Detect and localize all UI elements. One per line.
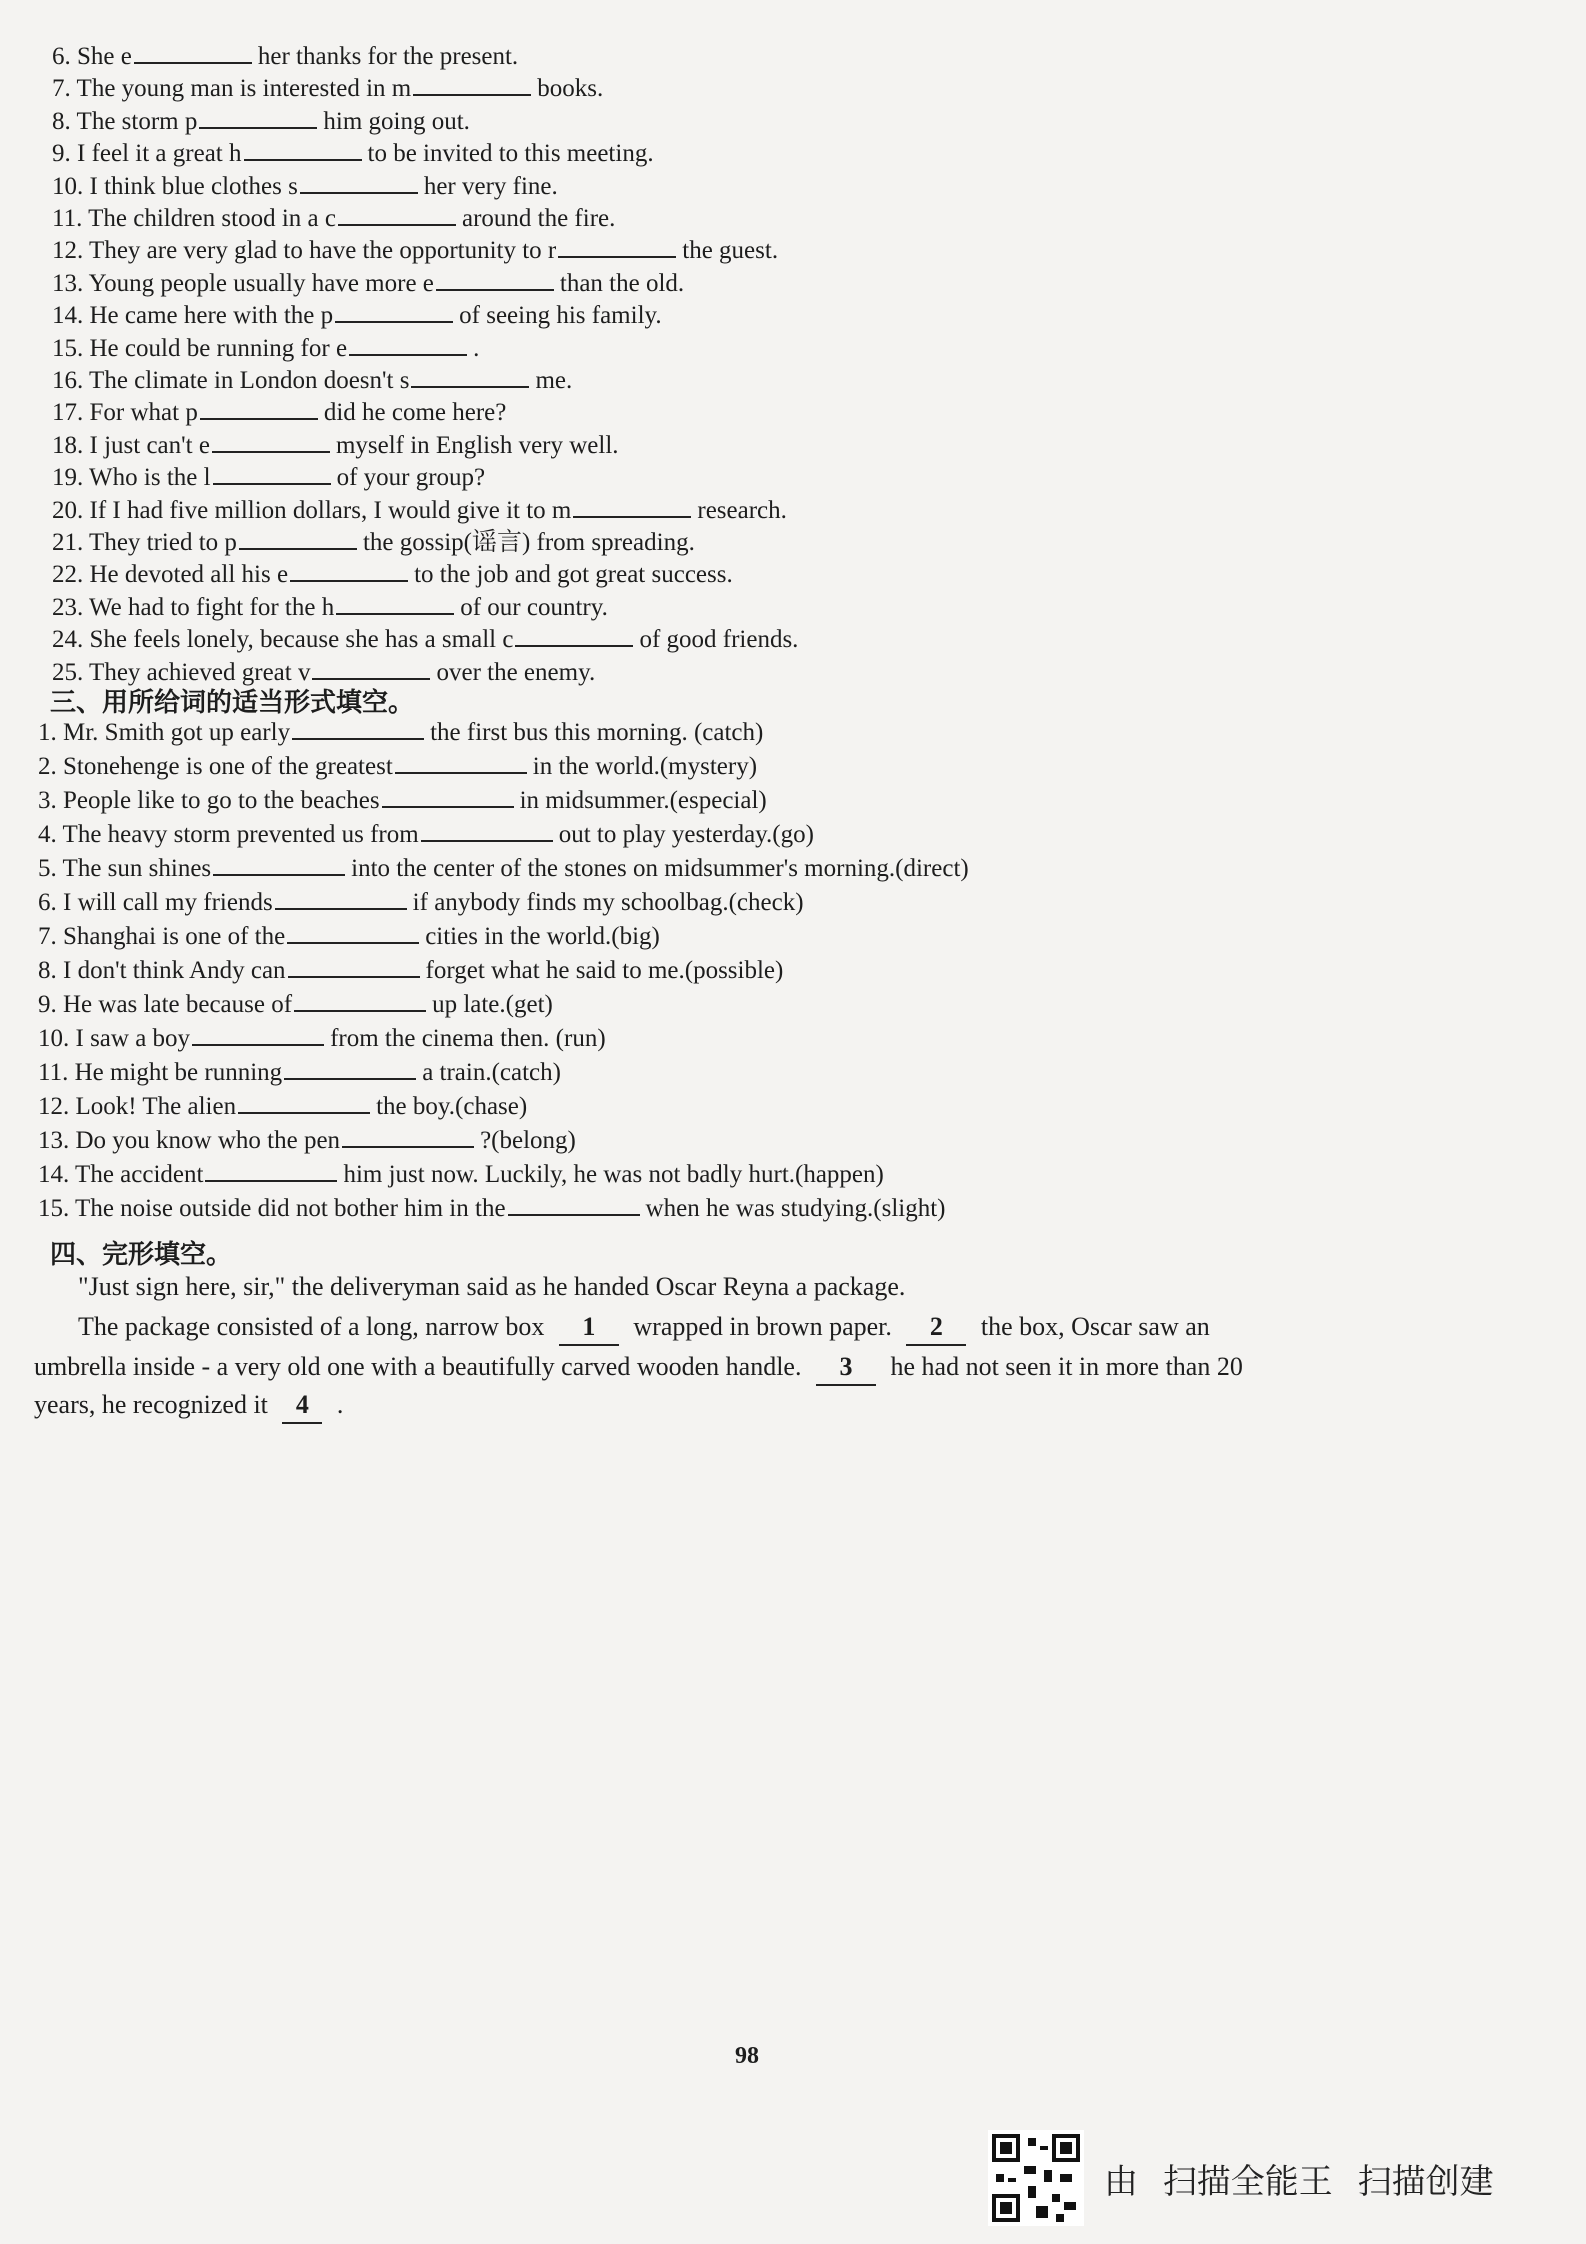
- question-text: 22. He devoted all his e: [52, 561, 289, 589]
- question-line: [52, 234, 778, 268]
- question-line: [52, 202, 615, 236]
- footer-app-name: 扫描全能王: [1162, 2161, 1333, 2202]
- question-line: [38, 784, 767, 818]
- question-line: [52, 396, 506, 430]
- question-text: of your group?: [336, 464, 486, 492]
- question-text: the first bus this morning. (catch): [430, 719, 764, 746]
- section-4-title: 四、完形填空。: [50, 1240, 233, 1270]
- cloze-text: The package consisted of a long, narrow box: [78, 1312, 545, 1341]
- question-text: 10. I think blue clothes s: [52, 172, 298, 200]
- question-text: 16. The climate in London doesn't s: [52, 367, 410, 394]
- answer-blank[interactable]: [312, 656, 430, 680]
- question-line: [52, 461, 485, 495]
- answer-blank[interactable]: [288, 954, 420, 978]
- question-line: [38, 954, 783, 988]
- answer-blank[interactable]: [290, 558, 408, 582]
- question-text: the boy.(chase): [376, 1093, 528, 1120]
- question-text: 8. The storm p: [52, 107, 198, 135]
- question-text: than the old.: [559, 269, 685, 297]
- answer-blank[interactable]: [200, 396, 318, 420]
- question-text: 3. People like to go to the beaches: [38, 787, 380, 814]
- question-text: 6. I will call my friends: [38, 889, 273, 916]
- answer-blank[interactable]: [287, 920, 419, 944]
- cloze-text: .: [336, 1390, 344, 1419]
- answer-blank[interactable]: [275, 886, 407, 910]
- question-line: [38, 988, 553, 1022]
- question-text: 17. For what p: [52, 399, 198, 427]
- qr-code-icon: [988, 2130, 1084, 2226]
- cloze-text: wrapped in brown paper.: [633, 1312, 892, 1341]
- page-number: 98: [735, 2043, 759, 2069]
- answer-blank[interactable]: [192, 1022, 324, 1046]
- cloze-paragraph-2-line-3: [34, 1388, 343, 1424]
- question-text: 5. The sun shines: [38, 855, 212, 882]
- question-text: him just now. Luckily, he was not badly hurt.(happen): [343, 1161, 884, 1188]
- footer-by: 由: [1104, 2161, 1138, 2202]
- question-line: [38, 920, 660, 954]
- question-line: [52, 364, 572, 398]
- question-line: [52, 332, 479, 366]
- question-text: 12. They are very glad to have the opportunity to r: [52, 237, 557, 265]
- question-line: [38, 1090, 527, 1124]
- question-text: out to play yesterday.(go): [558, 821, 814, 848]
- question-line: [38, 1158, 884, 1192]
- answer-blank[interactable]: [213, 852, 345, 876]
- cloze-paragraph-2-line-1: [78, 1310, 1210, 1346]
- question-text: 9. I feel it a great h: [52, 140, 242, 168]
- question-line: [52, 170, 558, 204]
- cloze-text: umbrella inside - a very old one with a beautifully carved wooden handle.: [34, 1352, 802, 1381]
- question-text: 8. I don't think Andy can: [38, 957, 286, 984]
- cloze-text: he had not seen it in more than 20: [890, 1352, 1243, 1381]
- scanner-watermark: [988, 2128, 1548, 2228]
- cloze-paragraph-1: [78, 1270, 905, 1304]
- answer-blank[interactable]: [413, 72, 531, 96]
- question-text: forget what he said to me.(possible): [425, 957, 784, 984]
- answer-blank[interactable]: [349, 332, 467, 356]
- question-line: [38, 1022, 606, 1056]
- question-text: the gossip(谣言) from spreading.: [362, 529, 695, 556]
- question-line: [38, 818, 814, 852]
- question-text: 15. The noise outside did not bother him in the: [38, 1195, 506, 1222]
- question-text: into the center of the stones on midsummer's morning.(direct): [351, 855, 969, 882]
- question-text: when he was studying.(slight): [645, 1195, 946, 1222]
- question-text: 25. They achieved great v: [52, 658, 311, 686]
- answer-blank[interactable]: [239, 526, 357, 550]
- question-text: 19. Who is the l: [52, 464, 211, 492]
- question-text: him going out.: [323, 107, 470, 135]
- question-line: [38, 886, 804, 920]
- question-line: [52, 72, 603, 106]
- question-line: [52, 267, 684, 301]
- cloze-text: the box, Oscar saw an: [980, 1312, 1210, 1341]
- answer-blank[interactable]: [342, 1124, 474, 1148]
- answer-blank[interactable]: [436, 267, 554, 291]
- answer-blank[interactable]: [508, 1192, 640, 1216]
- cloze-blank-2[interactable]: 2: [906, 1310, 966, 1346]
- question-text: her thanks for the present.: [257, 43, 519, 70]
- question-line: [52, 623, 798, 657]
- question-text: to be invited to this meeting.: [367, 140, 654, 168]
- question-line: [52, 494, 787, 528]
- question-text: in the world.(mystery): [532, 753, 758, 780]
- question-text: 13. Young people usually have more e: [52, 269, 434, 297]
- question-line: [52, 137, 654, 171]
- cloze-paragraph-2-line-2: [34, 1350, 1243, 1386]
- cloze-text: "Just sign here, sir," the deliveryman said as he handed Oscar Reyna a package.: [78, 1272, 906, 1301]
- question-text: 6. She e: [52, 43, 132, 70]
- question-text: 11. He might be running: [38, 1059, 283, 1086]
- question-line: [38, 1124, 576, 1158]
- question-text: from the cinema then. (run): [330, 1025, 606, 1052]
- question-text: a train.(catch): [422, 1059, 561, 1086]
- question-line: [52, 526, 695, 560]
- cloze-blank-3[interactable]: 3: [816, 1350, 876, 1386]
- question-text: up late.(get): [432, 991, 553, 1018]
- question-text: of seeing his family.: [459, 302, 662, 330]
- answer-blank[interactable]: [515, 623, 633, 647]
- answer-blank[interactable]: [205, 1158, 337, 1182]
- question-text: me.: [535, 367, 573, 394]
- question-line: [52, 40, 518, 74]
- question-text: 7. Shanghai is one of the: [38, 923, 286, 950]
- question-line: [52, 429, 619, 463]
- question-text: of good friends.: [639, 626, 799, 654]
- question-line: [38, 1056, 561, 1090]
- question-text: cities in the world.(big): [425, 923, 660, 950]
- question-line: [52, 105, 470, 139]
- question-text: 7. The young man is interested in m: [52, 75, 412, 103]
- answer-blank[interactable]: [284, 1056, 416, 1080]
- question-text: research.: [697, 496, 787, 524]
- question-text: 1. Mr. Smith got up early: [38, 719, 291, 746]
- question-text: 13. Do you know who the pen: [38, 1127, 341, 1154]
- question-line: [52, 558, 733, 592]
- answer-blank[interactable]: [238, 1090, 370, 1114]
- answer-blank[interactable]: [292, 716, 424, 740]
- question-text: 14. The accident: [38, 1161, 204, 1188]
- question-text: 18. I just can't e: [52, 431, 210, 459]
- question-line: [38, 1192, 946, 1226]
- answer-blank[interactable]: [573, 494, 691, 518]
- question-text: myself in English very well.: [335, 431, 619, 459]
- question-text: the guest.: [682, 237, 779, 265]
- question-text: 9. He was late because of: [38, 991, 293, 1018]
- question-text: to the job and got great success.: [414, 561, 733, 589]
- question-text: 12. Look! The alien: [38, 1093, 237, 1120]
- question-line: [52, 299, 662, 333]
- answer-blank[interactable]: [395, 750, 527, 774]
- question-text: 14. He came here with the p: [52, 302, 334, 330]
- cloze-text: years, he recognized it: [34, 1390, 268, 1419]
- section-3-title: 三、用所给词的适当形式填空。: [50, 688, 415, 718]
- question-text: did he come here?: [323, 399, 507, 427]
- answer-blank[interactable]: [382, 784, 514, 808]
- question-text: 23. We had to fight for the h: [52, 593, 335, 621]
- answer-blank[interactable]: [294, 988, 426, 1012]
- answer-blank[interactable]: [300, 170, 418, 194]
- cloze-blank-1[interactable]: 1: [559, 1310, 619, 1346]
- question-text: if anybody finds my schoolbag.(check): [412, 889, 804, 916]
- answer-blank[interactable]: [336, 591, 454, 615]
- question-text: her very fine.: [423, 172, 558, 200]
- question-text: 2. Stonehenge is one of the greatest: [38, 753, 393, 780]
- question-text: 11. The children stood in a c: [52, 205, 336, 232]
- question-text: .: [473, 334, 480, 362]
- question-line: [52, 591, 608, 625]
- question-text: 21. They tried to p: [52, 529, 237, 556]
- answer-blank[interactable]: [411, 364, 529, 388]
- answer-blank[interactable]: [212, 429, 330, 453]
- question-text: of our country.: [460, 593, 608, 621]
- question-text: 15. He could be running for e: [52, 334, 348, 362]
- question-text: 20. If I had five million dollars, I would give it to m: [52, 496, 572, 524]
- answer-blank[interactable]: [213, 461, 331, 485]
- answer-blank[interactable]: [199, 105, 317, 129]
- question-line: [38, 852, 969, 886]
- answer-blank[interactable]: [338, 202, 456, 226]
- question-text: books.: [537, 75, 604, 103]
- footer-action: 扫描创建: [1357, 2161, 1494, 2202]
- answer-blank[interactable]: [244, 137, 362, 161]
- question-line: [38, 716, 763, 750]
- answer-blank[interactable]: [558, 234, 676, 258]
- question-text: over the enemy.: [436, 658, 596, 686]
- question-text: in midsummer.(especial): [519, 787, 767, 814]
- question-line: [38, 750, 757, 784]
- answer-blank[interactable]: [421, 818, 553, 842]
- question-text: ?(belong): [480, 1127, 576, 1154]
- answer-blank[interactable]: [134, 40, 252, 64]
- answer-blank[interactable]: [335, 299, 453, 323]
- question-text: 4. The heavy storm prevented us from: [38, 821, 419, 848]
- question-text: around the fire.: [461, 205, 616, 232]
- question-text: 24. She feels lonely, because she has a small c: [52, 626, 514, 654]
- cloze-blank-4[interactable]: 4: [282, 1388, 322, 1424]
- question-text: 10. I saw a boy: [38, 1025, 191, 1052]
